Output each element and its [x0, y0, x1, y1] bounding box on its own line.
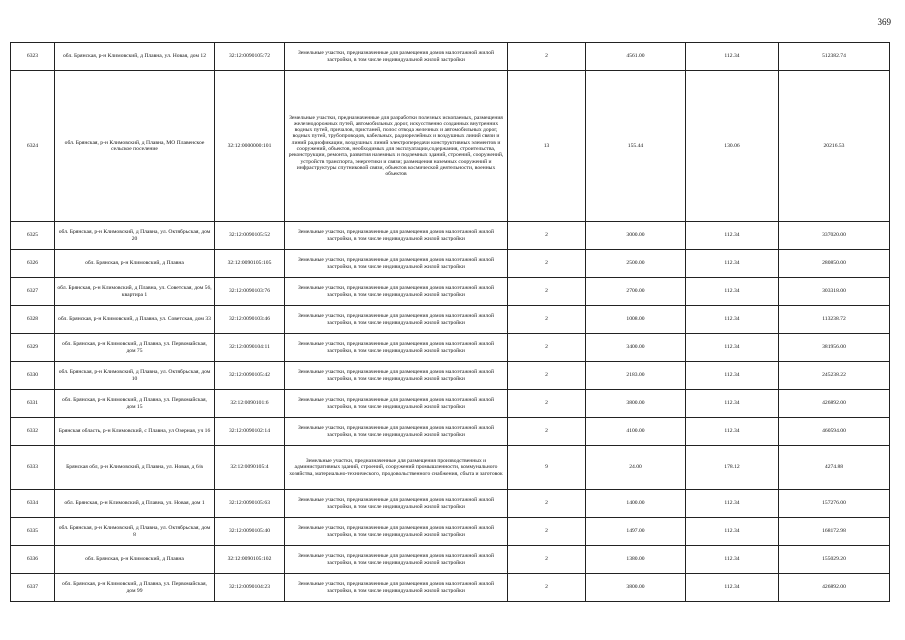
row-number: 6327: [11, 278, 55, 306]
table-row: [11, 490, 890, 518]
specific-value-cell: 112.34: [686, 574, 779, 602]
area-cell: 3800.00: [586, 574, 686, 602]
row-number: 6326: [11, 250, 55, 278]
use-group-code-cell: 13: [508, 71, 586, 222]
row-number: 6336: [11, 546, 55, 574]
area-cell: 3000.00: [586, 222, 686, 250]
cadastral-value-cell: 168172.98: [779, 518, 890, 546]
permitted-use-cell: Земельные участки, предназначенные для размещения домов малоэтажной жилой застройки, в том числе индивидуальной жилой застройки: [285, 418, 508, 446]
use-group-code-cell: 2: [508, 222, 586, 250]
area-cell: 4561.00: [586, 43, 686, 71]
row-number: 6323: [11, 43, 55, 71]
specific-value-cell: 130.06: [686, 71, 779, 222]
cadastral-number-cell: 32:12:0090103:76: [215, 278, 285, 306]
area-cell: 2183.00: [586, 362, 686, 390]
specific-value-cell: 112.34: [686, 518, 779, 546]
area-cell: 3800.00: [586, 390, 686, 418]
cadastral-value-cell: 157276.00: [779, 490, 890, 518]
use-group-code-cell: 2: [508, 334, 586, 362]
row-number: 6328: [11, 306, 55, 334]
cadastral-value-cell: 20216.53: [779, 71, 890, 222]
cadastral-number-cell: 32:12:0090105:52: [215, 222, 285, 250]
table-row: [11, 71, 890, 222]
use-group-code-cell: 2: [508, 546, 586, 574]
cadastral-number-cell: 32:12:0090105:105: [215, 250, 285, 278]
row-number: 6332: [11, 418, 55, 446]
area-cell: 3400.00: [586, 334, 686, 362]
address-cell: обл. Брянская, р-н Климовский, д Плавна, ул. Октябрьская, дом 8: [55, 518, 215, 546]
cadastral-value-cell: 113238.72: [779, 306, 890, 334]
address-cell: Брянская обл, р-н Климовский, д Плавна, ул. Новая, д 6/в: [55, 446, 215, 490]
row-number: 6330: [11, 362, 55, 390]
permitted-use-cell: Земельные участки, предназначенные для размещения домов малоэтажной жилой застройки, в том числе индивидуальной жилой застройки: [285, 278, 508, 306]
row-number: 6337: [11, 574, 55, 602]
specific-value-cell: 112.34: [686, 362, 779, 390]
area-cell: 1497.00: [586, 518, 686, 546]
permitted-use-cell: Земельные участки, предназначенные для размещения домов малоэтажной жилой застройки, в том числе индивидуальной жилой застройки: [285, 306, 508, 334]
specific-value-cell: 112.34: [686, 418, 779, 446]
address-cell: обл. Брянская, р-н Климовский, д Плавна, ул. Первомайская, дом 75: [55, 334, 215, 362]
table-row: [11, 43, 890, 71]
cadastral-value-cell: 303318.00: [779, 278, 890, 306]
row-number: 6325: [11, 222, 55, 250]
permitted-use-cell: Земельные участки, предназначенные для размещения домов малоэтажной жилой застройки, в том числе индивидуальной жилой застройки: [285, 546, 508, 574]
cadastral-number-cell: 32:12:0090103:46: [215, 306, 285, 334]
address-cell: Брянская область, р-н Климовский, с Плавна, ул Озерная, уч 16: [55, 418, 215, 446]
specific-value-cell: 178.12: [686, 446, 779, 490]
use-group-code-cell: 2: [508, 390, 586, 418]
address-cell: обл. Брянская, р-н Климовский, д Плавна, ул. Новая, дом 1: [55, 490, 215, 518]
address-cell: обл. Брянская, р-н Климовский, д Плавна: [55, 250, 215, 278]
cadastral-value-cell: 337020.00: [779, 222, 890, 250]
use-group-code-cell: 2: [508, 43, 586, 71]
table-row: [11, 278, 890, 306]
cadastral-value-cell: 4274.88: [779, 446, 890, 490]
address-cell: обл. Брянская, р-н Климовский, д Плавна, МО Плавенское сельское поселение: [55, 71, 215, 222]
permitted-use-cell: Земельные участки, предназначенные для размещения домов малоэтажной жилой застройки, в том числе индивидуальной жилой застройки: [285, 222, 508, 250]
permitted-use-cell: Земельные участки, предназначенные для размещения домов малоэтажной жилой застройки, в том числе индивидуальной жилой застройки: [285, 390, 508, 418]
permitted-use-cell: Земельные участки, предназначенные для размещения домов малоэтажной жилой застройки, в том числе индивидуальной жилой застройки: [285, 518, 508, 546]
permitted-use-cell: Земельные участки, предназначенные для размещения домов малоэтажной жилой застройки, в том числе индивидуальной жилой застройки: [285, 574, 508, 602]
area-cell: 2700.00: [586, 278, 686, 306]
cadastral-number-cell: 32:12:0090101:6: [215, 390, 285, 418]
area-cell: 1380.00: [586, 546, 686, 574]
table-row: [11, 362, 890, 390]
area-cell: 155.44: [586, 71, 686, 222]
cadastral-number-cell: 32:12:0090105:42: [215, 362, 285, 390]
row-number: 6334: [11, 490, 55, 518]
page-number: 369: [877, 17, 891, 27]
permitted-use-cell: Земельные участки, предназначенные для размещения домов малоэтажной жилой застройки, в том числе индивидуальной жилой застройки: [285, 250, 508, 278]
specific-value-cell: 112.34: [686, 546, 779, 574]
specific-value-cell: 112.34: [686, 222, 779, 250]
use-group-code-cell: 2: [508, 362, 586, 390]
specific-value-cell: 112.34: [686, 306, 779, 334]
cadastral-value-cell: 155029.20: [779, 546, 890, 574]
address-cell: обл. Брянская, р-н Климовский, д Плавна: [55, 546, 215, 574]
table-row: [11, 574, 890, 602]
address-cell: обл. Брянская, р-н Климовский, д Плавна, ул. Октябрьская, дом 10: [55, 362, 215, 390]
cadastral-number-cell: 32:12:0090105:40: [215, 518, 285, 546]
cadastral-number-cell: 32:12:0090105:63: [215, 490, 285, 518]
use-group-code-cell: 2: [508, 490, 586, 518]
row-number: 6333: [11, 446, 55, 490]
permitted-use-cell: Земельные участки, предназначенные для разработки полезных ископаемых, размещения железнодорожных путей, автомобильных дорог, искусственно созданных внутренних водных путей, причалов, пристаней, полос отвода железных и автомобильных дорог, водных путей, трубопроводов, кабельных, радиорелейных и воздушных линий связи и линий радиофикации, воздушных линий электропередачи конструктивных элементов и сооружений, объектов, необходимых для эксплуатации,содержания, строительства, реконструкции, ремонта, развития наземных и подземных зданий, строений, сооружений, устройств транспорта, энергетики и связи; размещения наземных сооружений и инфраструктуры спутниковой связи, объектов космической деятельности, военных объектов: [285, 71, 508, 222]
cadastral-value-cell: 460594.00: [779, 418, 890, 446]
cadastral-value-cell: 512382.74: [779, 43, 890, 71]
table-row: [11, 546, 890, 574]
table-row: [11, 418, 890, 446]
table-row: [11, 306, 890, 334]
cadastral-number-cell: 32:12:0090105:72: [215, 43, 285, 71]
use-group-code-cell: 2: [508, 278, 586, 306]
table-row: [11, 334, 890, 362]
address-cell: обл. Брянская, р-н Климовский, д Плавна, ул. Первомайская, дом 15: [55, 390, 215, 418]
cadastral-number-cell: 32:12:0090105:4: [215, 446, 285, 490]
cadastral-number-cell: 32:12:0000000:101: [215, 71, 285, 222]
use-group-code-cell: 9: [508, 446, 586, 490]
permitted-use-cell: Земельные участки, предназначенные для размещения домов малоэтажной жилой застройки, в том числе индивидуальной жилой застройки: [285, 43, 508, 71]
area-cell: 2500.00: [586, 250, 686, 278]
use-group-code-cell: 2: [508, 250, 586, 278]
cadastral-number-cell: 32:12:0090104:11: [215, 334, 285, 362]
row-number: 6324: [11, 71, 55, 222]
permitted-use-cell: Земельные участки, предназначенные для размещения производственных и административных зданий, строений, сооружений промышленности, коммунального хозяйства, материально-технического, продовольственного снабжения, сбыта и заготовок: [285, 446, 508, 490]
use-group-code-cell: 2: [508, 518, 586, 546]
specific-value-cell: 112.34: [686, 490, 779, 518]
cadastral-value-cell: 280850.00: [779, 250, 890, 278]
cadastral-value-cell: 381956.00: [779, 334, 890, 362]
row-number: 6331: [11, 390, 55, 418]
land-registry-table: [10, 42, 890, 602]
specific-value-cell: 112.34: [686, 43, 779, 71]
table-row: [11, 518, 890, 546]
table-row: [11, 250, 890, 278]
cadastral-number-cell: 32:12:0090105:102: [215, 546, 285, 574]
address-cell: обл. Брянская, р-н Климовский, д Плавна, ул. Новая, дом 12: [55, 43, 215, 71]
use-group-code-cell: 2: [508, 306, 586, 334]
permitted-use-cell: Земельные участки, предназначенные для размещения домов малоэтажной жилой застройки, в том числе индивидуальной жилой застройки: [285, 490, 508, 518]
specific-value-cell: 112.34: [686, 334, 779, 362]
address-cell: обл. Брянская, р-н Климовский, д Плавна, ул. Советская, дом 33: [55, 306, 215, 334]
cadastral-value-cell: 426892.00: [779, 574, 890, 602]
permitted-use-cell: Земельные участки, предназначенные для размещения домов малоэтажной жилой застройки, в том числе индивидуальной жилой застройки: [285, 362, 508, 390]
table-row: [11, 390, 890, 418]
address-cell: обл. Брянская, р-н Климовский, д Плавна, ул. Советская, дом 56, квартира 1: [55, 278, 215, 306]
address-cell: обл. Брянская, р-н Климовский, д Плавна, ул. Первомайская, дом 99: [55, 574, 215, 602]
use-group-code-cell: 2: [508, 418, 586, 446]
area-cell: 24.00: [586, 446, 686, 490]
specific-value-cell: 112.34: [686, 250, 779, 278]
row-number: 6329: [11, 334, 55, 362]
specific-value-cell: 112.34: [686, 390, 779, 418]
table-row: [11, 222, 890, 250]
table-row: [11, 446, 890, 490]
use-group-code-cell: 2: [508, 574, 586, 602]
cadastral-number-cell: 32:12:0090102:14: [215, 418, 285, 446]
specific-value-cell: 112.34: [686, 278, 779, 306]
area-cell: 4100.00: [586, 418, 686, 446]
cadastral-value-cell: 426892.00: [779, 390, 890, 418]
permitted-use-cell: Земельные участки, предназначенные для размещения домов малоэтажной жилой застройки, в том числе индивидуальной жилой застройки: [285, 334, 508, 362]
cadastral-value-cell: 245238.22: [779, 362, 890, 390]
address-cell: обл. Брянская, р-н Климовский, д Плавна, ул. Октябрьская, дом 20: [55, 222, 215, 250]
area-cell: 1400.00: [586, 490, 686, 518]
cadastral-number-cell: 32:12:0090104:23: [215, 574, 285, 602]
area-cell: 1008.00: [586, 306, 686, 334]
row-number: 6335: [11, 518, 55, 546]
registry-body: [11, 43, 890, 602]
